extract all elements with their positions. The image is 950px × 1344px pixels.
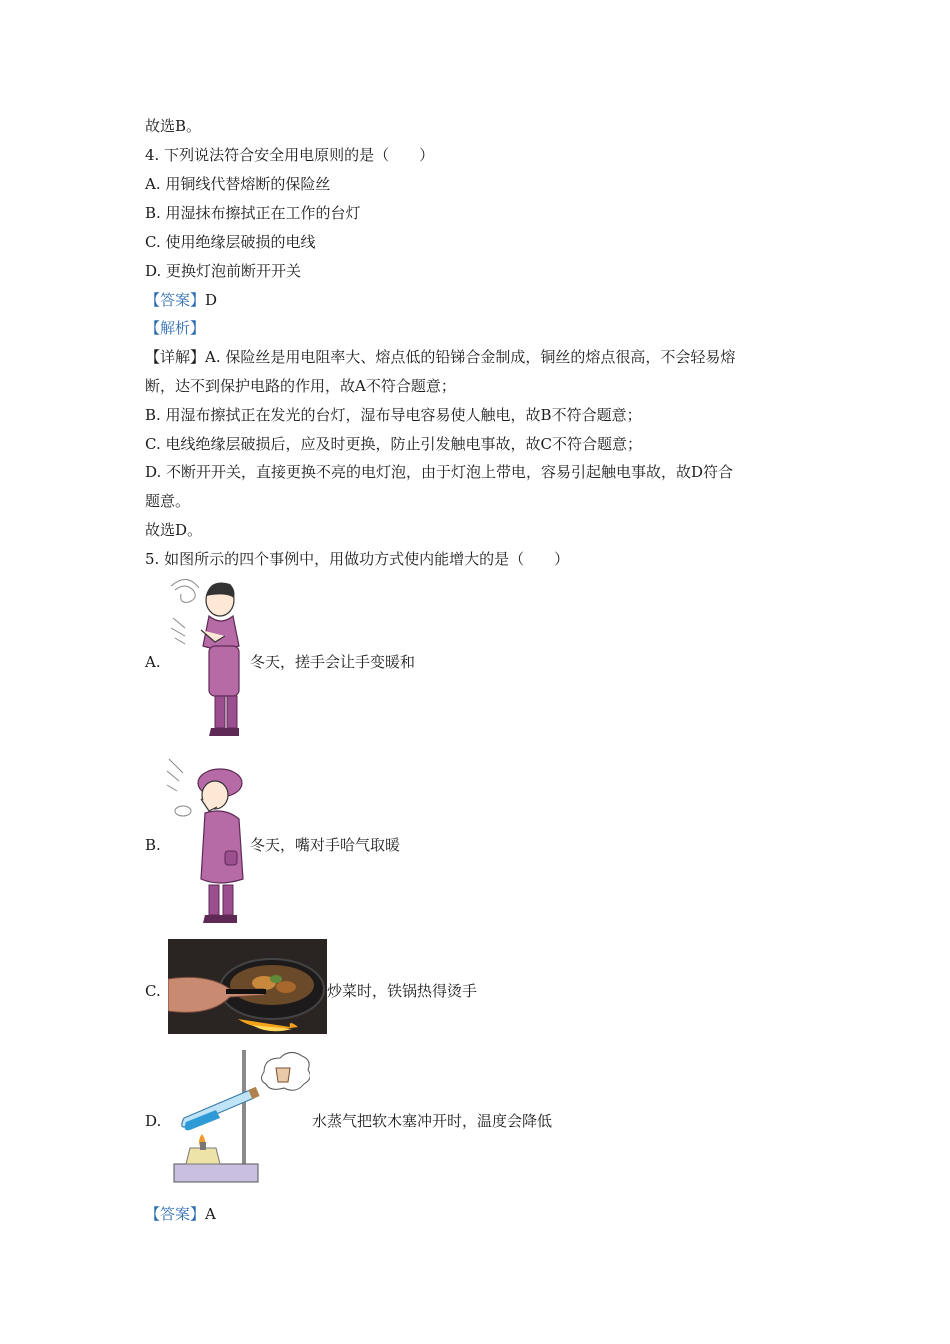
q4-stem: 4. 下列说法符合安全用电原则的是（ ） (145, 146, 435, 164)
q4-analysis-tag (145, 318, 205, 338)
q4-option-a: A. 用铜线代替熔断的保险丝 (145, 175, 331, 193)
q5-option-d-text: 水蒸气把软木塞冲开时，温度会降低 (312, 1112, 553, 1130)
q5-option-a-label: A. (145, 653, 161, 671)
analysis-tag: 【解析】 (145, 319, 206, 337)
q4-option-d: D. 更换灯泡前断开开关 (145, 262, 302, 280)
test-tube-steam-experiment-image (168, 1050, 310, 1186)
q5-stem: 5. 如图所示的四个事例中，用做功方式使内能增大的是（ ） (145, 550, 570, 568)
answer-tag: 【答案】 (145, 291, 206, 309)
q4-detail-line-3: B. 用湿布擦拭正在发光的台灯，湿布导电容易使人触电，故B不符合题意； (145, 406, 642, 424)
detail-tag: 【详解】 (145, 348, 206, 366)
q4-detail-line-4: C. 电线绝缘层破损后，应及时更换，防止引发触电事故，故C不符合题意； (145, 435, 642, 453)
q5-option-d-label: D. (145, 1112, 162, 1130)
q4-option-b: B. 用湿抹布擦拭正在工作的台灯 (145, 204, 361, 222)
q4-detail-line-6: 题意。 (145, 492, 191, 510)
q4-conclusion: 故选D。 (145, 521, 203, 539)
q5-option-a-text: 冬天，搓手会让手变暖和 (250, 653, 416, 671)
q4-detail-line-1 (145, 347, 735, 367)
q5-option-b-text: 冬天，嘴对手哈气取暖 (250, 836, 401, 854)
q4-detail-line-5: D. 不断开开关，直接更换不亮的电灯泡，由于灯泡上带电，容易引起触电事故，故D符合 (145, 463, 734, 481)
q4-option-c: C. 使用绝缘层破损的电线 (145, 233, 316, 251)
q5-answer (145, 1204, 216, 1224)
person-breathing-on-hands-image (165, 755, 250, 927)
person-rubbing-hands-image (165, 578, 250, 743)
answer-tag: 【答案】 (145, 1205, 206, 1223)
q5-option-b-label: B. (145, 836, 161, 854)
wok-stir-fry-photo (168, 939, 327, 1034)
q4-detail-line-2: 断，达不到保护电路的作用，故A不符合题意； (145, 377, 456, 395)
q4-answer (145, 290, 217, 310)
answer-value: D (205, 291, 218, 309)
answer-value: A (205, 1205, 216, 1223)
q5-option-c-label: C. (145, 982, 161, 1000)
detail-text: A. 保险丝是用电阻率大、熔点低的铅锑合金制成，铜丝的熔点很高，不会轻易熔 (205, 348, 736, 366)
q5-option-c-text: 炒菜时，铁锅热得烫手 (327, 982, 478, 1000)
prev-conclusion: 故选B。 (145, 117, 202, 135)
